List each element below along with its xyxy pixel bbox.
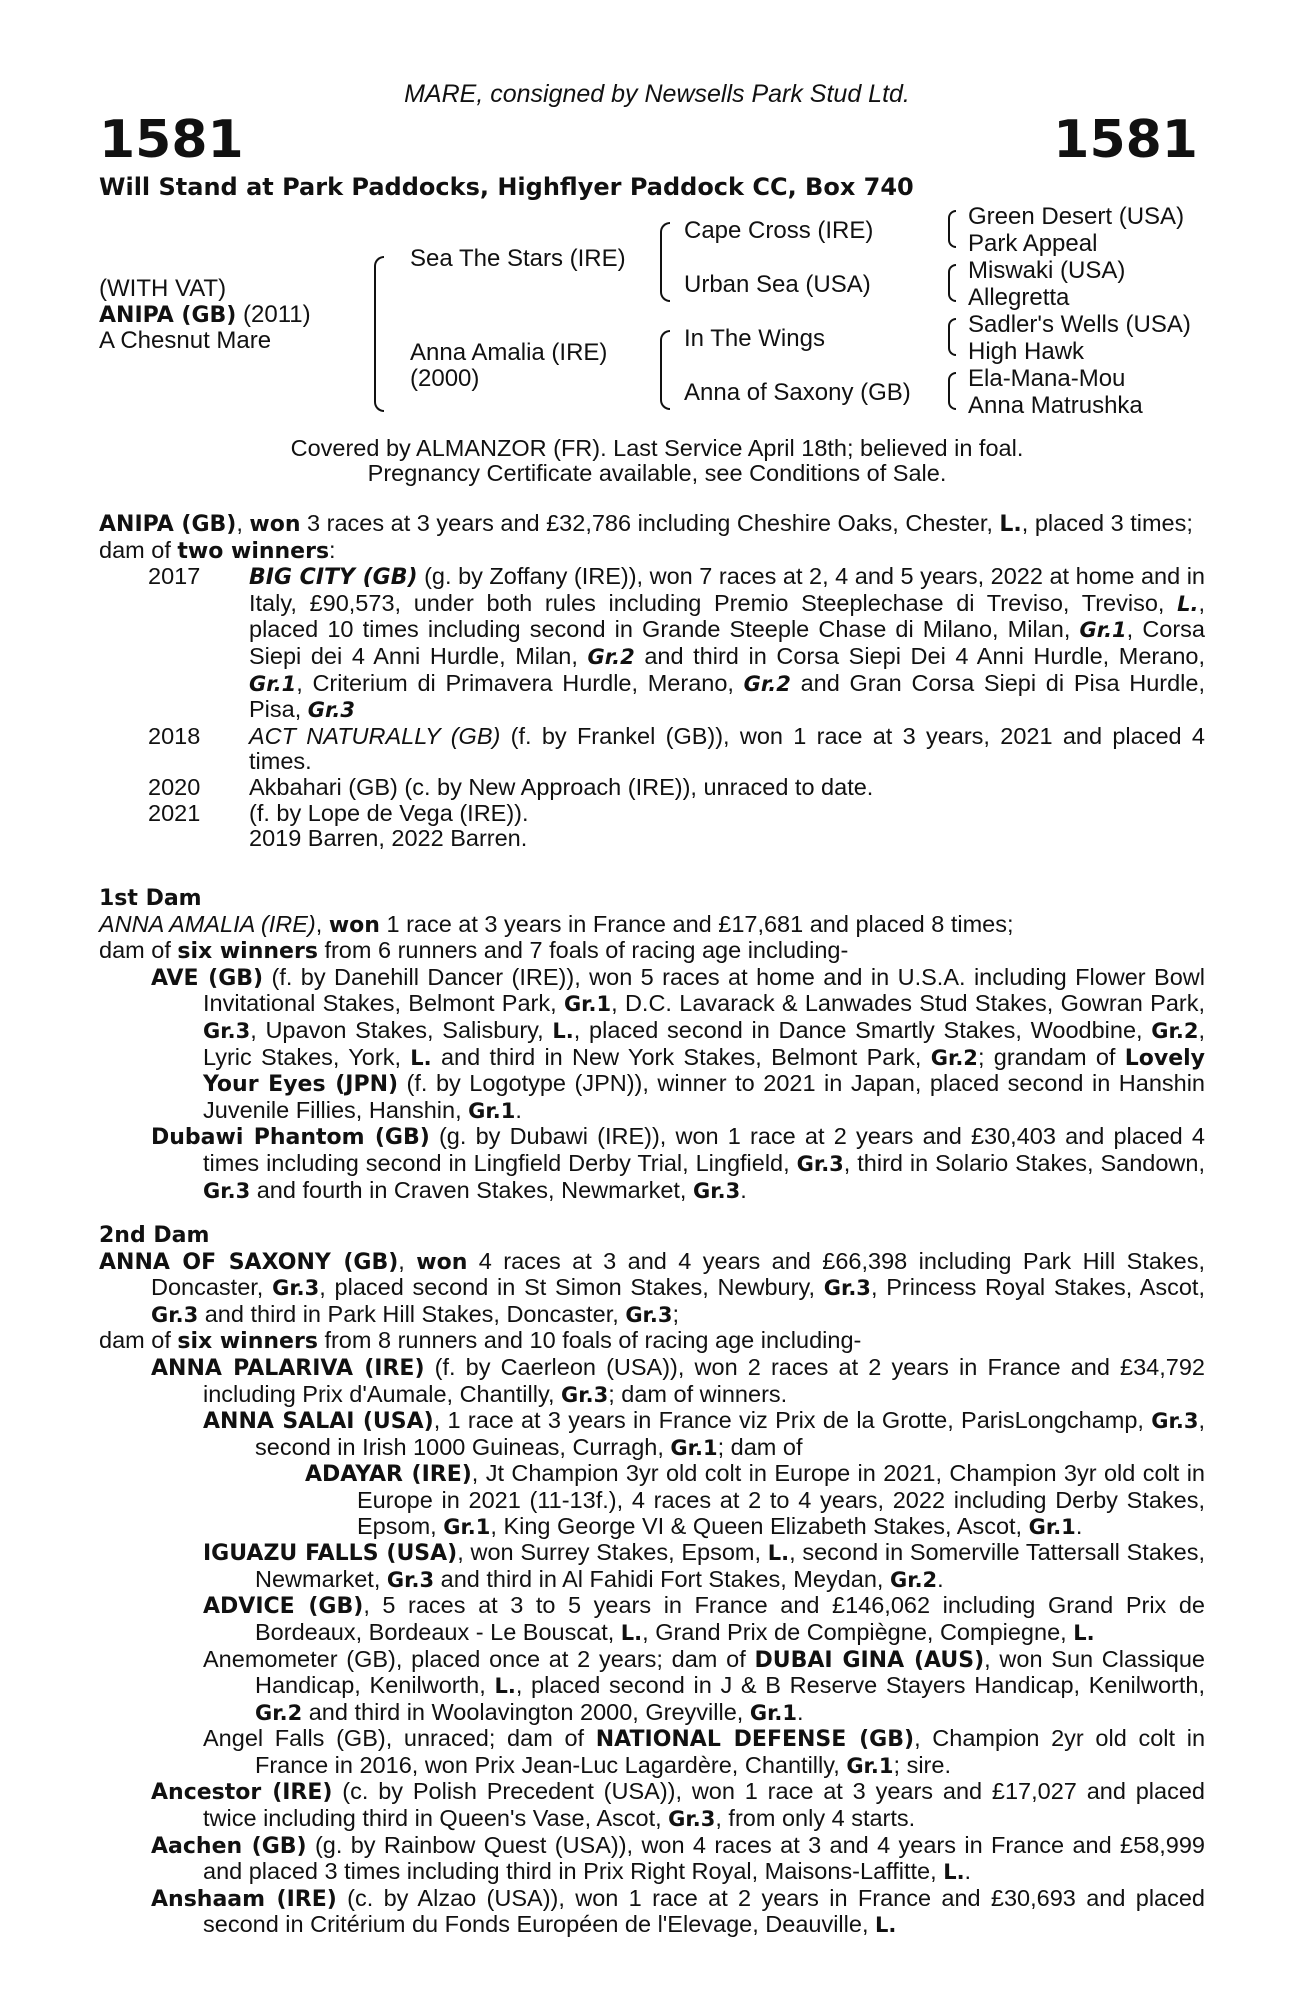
produce-item: 2021 (f. by Lope de Vega (IRE)). [148, 799, 529, 826]
dam-sire: In The Wings [684, 325, 825, 352]
horse-description: A Chesnut Mare [99, 327, 272, 354]
first-dam-offspring: AVE (GB) (f. by Danehill Dancer (IRE)), won 5 races at home and in U.S.A. including Flower Bowl Invitational Stakes, Belmont Park, Gr.1, D.C. Lavarack & Lanwades Stud Stakes, Gowran Park, Gr.3, Upavon Stakes, Salisbury, L., placed second in Dance Smartly Stakes, Woodbine, Gr.2, Lyric Stakes, York, L. and third in New York Stakes, Belmont Park, Gr.2; grandam of Lovely Your Eyes (JPN) (f. by Logotype (JPN)), winner to 2021 in Japan, placed second in Hanshin Juvenile Fillies, Hanshin, Gr.1. [151, 963, 1205, 1123]
first-dam-section [99, 886, 1205, 1204]
bracket-ds [948, 318, 956, 356]
covered-line: Covered by ALMANZOR (FR). Last Service April 18th; believed in foal. [290, 435, 1024, 461]
dds: Ela-Mana-Mou [968, 365, 1126, 392]
produce-summary: ANIPA (GB), won 3 races at 3 years and £32,786 including Cheshire Oaks, Chester, L., placed 3 times; [99, 510, 1193, 537]
pregnancy-line: Pregnancy Certificate available, see Conditions of Sale. [367, 460, 947, 486]
second-dam-heading: 2nd Dam [99, 1223, 210, 1248]
first-dam-offspring: Dubawi Phantom (GB) (g. by Dubawi (IRE)), won 1 race at 2 years and £30,403 and placed 4 times including second in Lingfield Derby Trial, Lingfield, Gr.3, third in Solario Stakes, Sandown, Gr.3 and fourth in Craven Stakes, Newmarket, Gr.3. [151, 1123, 1205, 1203]
sss: Green Desert (USA) [968, 203, 1185, 230]
dss: Sadler's Wells (USA) [968, 311, 1191, 338]
sire: Sea The Stars (IRE) [410, 245, 626, 272]
produce-item: 2020 Akbahari (GB) (c. by New Approach (IRE)), unraced to date. [148, 773, 874, 800]
produce-item: 2018 ACT NATURALLY (GB) (f. by Frankel (GB)), won 1 race at 3 years, 2021 and placed 4 times. [148, 722, 1205, 775]
dam-dam: Anna of Saxony (GB) [684, 379, 911, 406]
sire-sire: Cape Cross (IRE) [684, 217, 874, 244]
sds: Miswaki (USA) [968, 257, 1126, 284]
dam-year: (2000) [410, 365, 480, 392]
first-dam-summary: ANNA AMALIA (IRE), won 1 race at 3 years in France and £17,681 and placed 8 times; [99, 910, 1014, 938]
lot-number-right: 1581 [1053, 110, 1198, 170]
second-dam-summary: ANNA OF SAXONY (GB), won 4 races at 3 and 4 years and £66,398 including Park Hill Stakes, Doncaster, Gr.3, placed second in St Simon Stakes, Newbury, Gr.3, Princess Royal Stakes, Ascot, Gr.3 and third in Park Hill Stakes, Doncaster, Gr.3; [99, 1247, 1205, 1327]
second-dam-grand-offspring: Anemometer (GB), placed once at 2 years; dam of DUBAI GINA (AUS), won Sun Classique Handicap, Kenilworth, L., placed second in J & B Reserve Stayers Handicap, Kenilworth, Gr.2 and third in Woolavington 2000, Greyville, Gr.1. [203, 1645, 1206, 1725]
second-dam-great-grand-offspring: ADAYAR (IRE), Jt Champion 3yr old colt in Europe in 2021, Champion 3yr old colt in Europe in 2021 (11-13f.), 4 races at 2 to 4 years, 2022 including Derby Stakes, Epsom, Gr.1, King George VI & Queen Elizabeth Stakes, Ascot, Gr.1. [305, 1460, 1205, 1539]
sdd: Allegretta [968, 284, 1070, 311]
bracket-main [374, 256, 384, 412]
ssd: Park Appeal [968, 230, 1098, 257]
stand-location: Will Stand at Park Paddocks, Highflyer Paddock CC, Box 740 [99, 173, 914, 201]
first-dam-damof: dam of six winners from 6 runners and 7 foals of racing age including- [99, 937, 849, 965]
lot-number-left: 1581 [99, 110, 244, 170]
horse-year: (2011) [236, 301, 311, 328]
second-dam-offspring: ANNA PALARIVA (IRE) (f. by Caerleon (USA)), won 2 races at 2 years in France and £34,792 including Prix d'Aumale, Chantilly, Gr.3; dam of winners. [151, 1353, 1205, 1407]
second-dam-damof: dam of six winners from 8 runners and 10 foals of racing age including- [99, 1327, 862, 1355]
consignor-line: MARE, consigned by Newsells Park Stud Ltd. [404, 80, 910, 108]
vat-label: (WITH VAT) [99, 275, 227, 302]
second-dam-grand-offspring: ADVICE (GB), 5 races at 3 to 5 years in France and £146,062 including Grand Prix de Bordeaux, Bordeaux - Le Bouscat, L., Grand Prix de Compiègne, Compiegne, L. [203, 1592, 1205, 1645]
second-dam-section [99, 1223, 1205, 1939]
produce-section [99, 511, 1205, 852]
second-dam-offspring: Ancestor (IRE) (c. by Polish Precedent (USA)), won 1 race at 3 years and £17,027 and placed twice including third in Queen's Vase, Ascot, Gr.3, from only 4 starts. [151, 1778, 1205, 1832]
first-dam-heading: 1st Dam [99, 886, 202, 911]
bracket-dd [948, 372, 956, 410]
horse-name: ANIPA (GB) [99, 303, 237, 328]
ddd: Anna Matrushka [968, 392, 1143, 419]
second-dam-grand-offspring: Angel Falls (GB), unraced; dam of NATIONAL DEFENSE (GB), Champion 2yr old colt in France in 2016, won Prix Jean-Luc Lagardère, Chantilly, Gr.1; sire. [203, 1725, 1206, 1778]
dsd: High Hawk [968, 338, 1085, 365]
bracket-dam [660, 330, 670, 410]
second-dam-offspring: Aachen (GB) (g. by Rainbow Quest (USA)), won 4 races at 3 and 4 years in France and £58,999 and placed 3 times including third in Prix Right Royal, Maisons-Laffitte, L.. [151, 1831, 1205, 1885]
produce-item: 2017 BIG CITY (GB) (g. by Zoffany (IRE)), won 7 races at 2, 4 and 5 years, 2022 at home and in Italy, £90,573, under both rules including Premio Steeplechase di Treviso, Treviso, L., placed 10 times including second in Grande Steeple Chase di Milano, Milan, Gr.1, Corsa Siepi dei 4 Anni Hurdle, Milan, Gr.2 and third in Corsa Siepi Dei 4 Anni Hurdle, Merano, Gr.1, Criterium di Primavera Hurdle, Merano, Gr.2 and Gran Corsa Siepi di Pisa Hurdle, Pisa, Gr.3 [148, 563, 1205, 723]
horse-name-line [99, 302, 311, 329]
sire-dam: Urban Sea (USA) [684, 271, 871, 298]
second-dam-grand-offspring: IGUAZU FALLS (USA), won Surrey Stakes, Epsom, L., second in Somerville Tattersall Stakes, Newmarket, Gr.3 and third in Al Fahidi Fort Stakes, Meydan, Gr.2. [203, 1539, 1205, 1592]
produce-damof: dam of two winners: [99, 536, 336, 564]
dam: Anna Amalia (IRE) [410, 339, 608, 366]
bracket-sire [660, 222, 670, 302]
second-dam-grand-offspring: ANNA SALAI (USA), 1 race at 3 years in France viz Prix de la Grotte, ParisLongchamp, Gr.3, second in Irish 1000 Guineas, Curragh, Gr.1; dam of [203, 1407, 1205, 1460]
bracket-sd [948, 264, 956, 302]
bracket-ss [948, 210, 956, 248]
second-dam-offspring: Anshaam (IRE) (c. by Alzao (USA)), won 1 race at 2 years in France and £30,693 and placed second in Critérium du Fonds Européen de l'Elevage, Deauville, L. [151, 1884, 1205, 1938]
barren-years: 2019 Barren, 2022 Barren. [249, 825, 528, 852]
